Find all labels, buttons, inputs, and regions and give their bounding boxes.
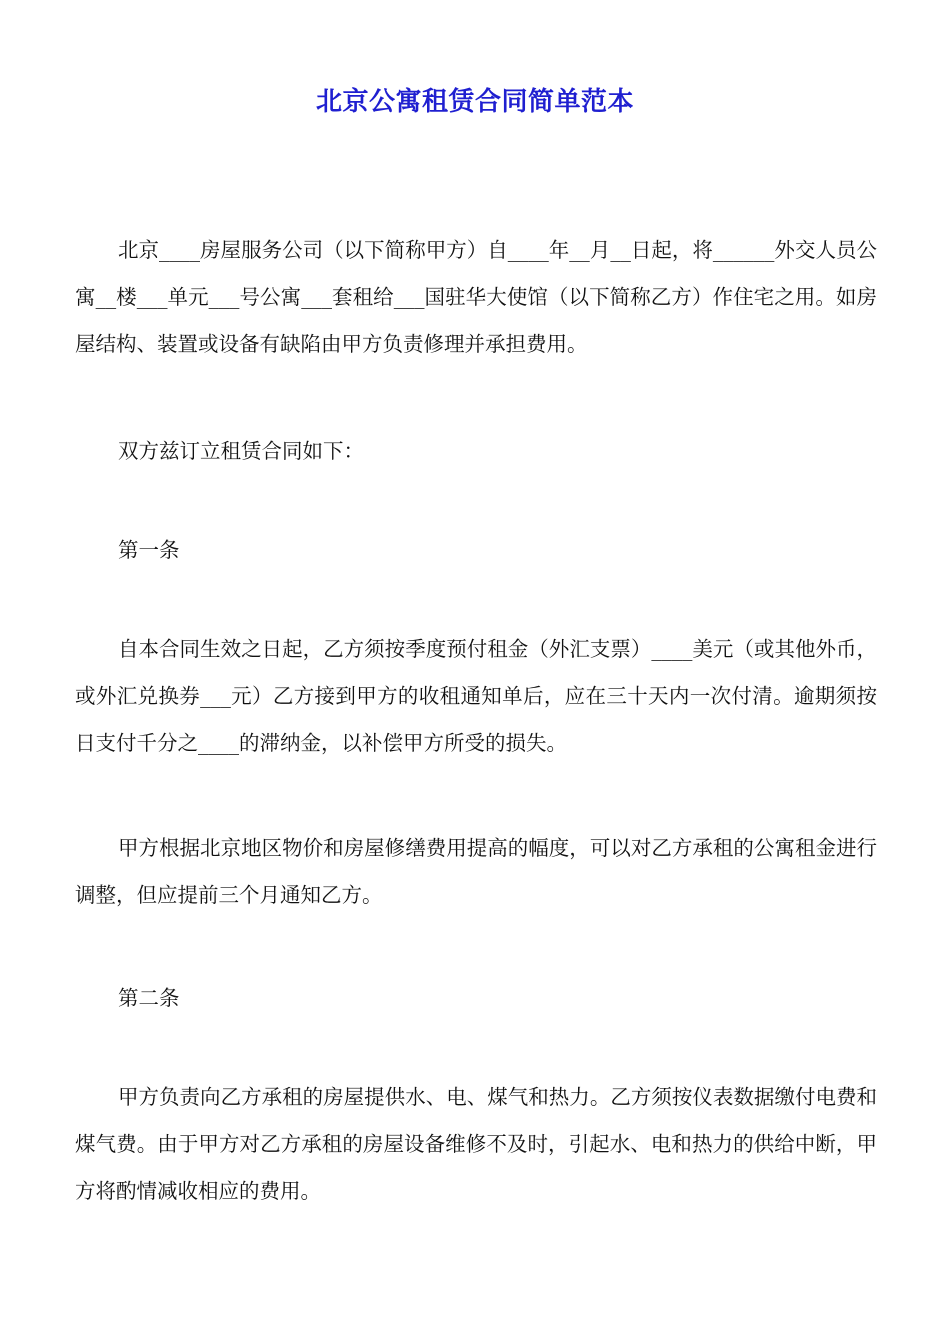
paragraph-agreement: 双方兹订立租赁合同如下： — [118, 439, 364, 463]
article-2-heading: 第二条 — [118, 986, 180, 1010]
article-1-heading: 第一条 — [118, 538, 180, 562]
article-1-paragraph-adjustment: 甲方根据北京地区物价和房屋修缮费用提高的幅度，可以对乙方承租的公寓租金进行调整，但应提前三个月通知乙方。 — [75, 836, 877, 907]
paragraph-intro: 北京____房屋服务公司（以下简称甲方）自____年__月__日起，将______外交人员公寓__楼___单元___号公寓___套租给___国驻华大使馆（以下简称乙方）作住宅之用。如房屋结构、装置或设备有缺陷由甲方负责修理并承担费用。 — [75, 238, 877, 356]
article-2-paragraph-utilities: 甲方负责向乙方承租的房屋提供水、电、煤气和热力。乙方须按仪表数据缴付电费和煤气费。由于甲方对乙方承租的房屋设备维修不及时，引起水、电和热力的供给中断，甲方将酌情减收相应的费用。 — [75, 1085, 877, 1203]
article-1-paragraph-rent: 自本合同生效之日起，乙方须按季度预付租金（外汇支票）____美元（或其他外币，或外汇兑换券___元）乙方接到甲方的收租通知单后，应在三十天内一次付清。逾期须按日支付千分之____的滞纳金，以补偿甲方所受的损失。 — [75, 637, 877, 755]
document-title: 北京公寓租赁合同简单范本 — [315, 87, 634, 117]
